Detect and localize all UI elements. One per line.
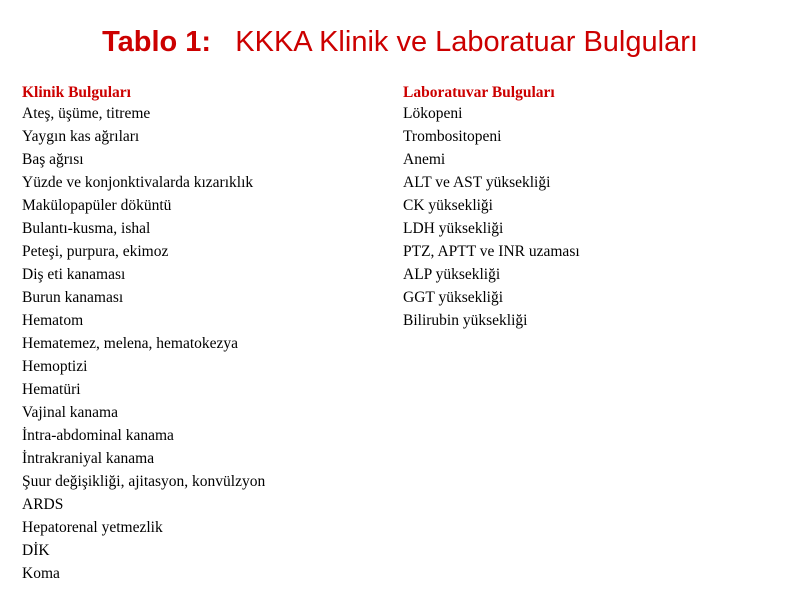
list-item: CK yüksekliği bbox=[403, 197, 493, 214]
list-item: Ateş, üşüme, titreme bbox=[22, 105, 151, 122]
title-text: KKKA Klinik ve Laboratuar Bulguları bbox=[235, 26, 698, 58]
clinical-findings-heading: Klinik Bulguları bbox=[22, 84, 131, 101]
list-item: Makülopapüler döküntü bbox=[22, 197, 172, 214]
list-item: Hematom bbox=[22, 312, 84, 329]
list-item: Peteşi, purpura, ekimoz bbox=[22, 243, 169, 260]
list-item: Hematemez, melena, hematokezya bbox=[22, 335, 239, 352]
list-item: Yaygın kas ağrıları bbox=[22, 128, 140, 145]
clinical-findings-list bbox=[22, 102, 382, 585]
list-item: LDH yüksekliği bbox=[403, 220, 504, 237]
list-item: Yüzde ve konjonktivalarda kızarıklık bbox=[22, 174, 254, 191]
list-item: Burun kanaması bbox=[22, 289, 124, 306]
laboratory-findings-heading: Laboratuvar Bulguları bbox=[403, 84, 555, 101]
laboratory-findings-list bbox=[403, 102, 783, 332]
list-item: Hematüri bbox=[22, 381, 81, 398]
list-item: DİK bbox=[22, 542, 50, 559]
list-item: Hepatorenal yetmezlik bbox=[22, 519, 163, 536]
list-item: Hemoptizi bbox=[22, 358, 88, 375]
list-item: GGT yüksekliği bbox=[403, 289, 504, 306]
list-item: PTZ, APTT ve INR uzaması bbox=[403, 243, 580, 260]
list-item: ARDS bbox=[22, 496, 64, 513]
list-item: İntrakraniyal kanama bbox=[22, 450, 155, 467]
title-prefix: Tablo 1: bbox=[102, 26, 212, 58]
list-item: Bilirubin yüksekliği bbox=[403, 312, 528, 329]
list-item: Şuur değişikliği, ajitasyon, konvülzyon bbox=[22, 473, 266, 490]
list-item: Vajinal kanama bbox=[22, 404, 118, 421]
list-item: Baş ağrısı bbox=[22, 151, 84, 168]
list-item: Bulantı-kusma, ishal bbox=[22, 220, 151, 237]
list-item: ALP yüksekliği bbox=[403, 266, 501, 283]
clinical-findings-column bbox=[22, 84, 382, 585]
laboratory-findings-column bbox=[403, 84, 783, 332]
list-item: Lökopeni bbox=[403, 105, 463, 122]
list-item: İntra-abdominal kanama bbox=[22, 427, 174, 444]
list-item: Anemi bbox=[403, 151, 446, 168]
list-item: ALT ve AST yüksekliği bbox=[403, 174, 551, 191]
list-item: Koma bbox=[22, 565, 60, 582]
list-item: Trombositopeni bbox=[403, 128, 502, 145]
page-title bbox=[0, 24, 800, 60]
list-item: Diş eti kanaması bbox=[22, 266, 126, 283]
